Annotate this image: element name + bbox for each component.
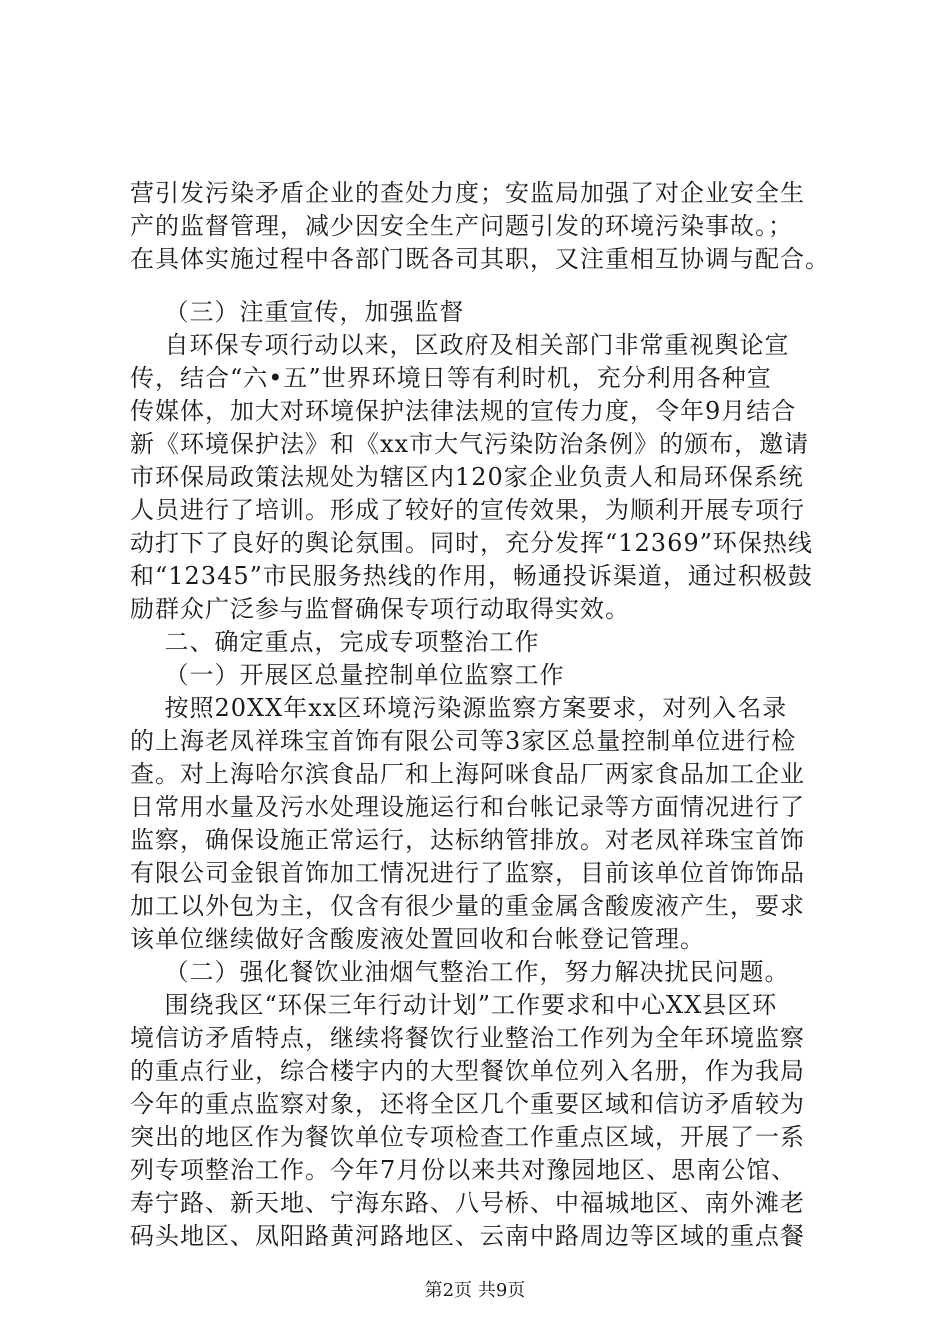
text-line: 按照20XX年xx区环境污染源监察方案要求，对列入名录 [130, 694, 788, 722]
text-line: 自环保专项行动以来，区政府及相关部门非常重视舆论宣 [130, 331, 790, 359]
text-line: 的重点行业，综合楼宇内的大型餐饮单位列入名册，作为我局 [130, 1057, 805, 1085]
text-line: 该单位继续做好含酸废液处置回收和台帐登记管理。 [130, 925, 705, 953]
text-line: 产的监督管理，减少因安全生产问题引发的环境污染事故。； [130, 212, 793, 240]
text-line: 新《环境保护法》和《xx市大气污染防治条例》的颁布，邀请 [130, 430, 810, 458]
text-line: 查。对上海哈尔滨食品厂和上海阿咪食品厂两家食品加工企业 [130, 760, 805, 788]
text-line: 动打下了良好的舆论氛围。同时，充分发挥“12369”环保热线 [130, 529, 813, 557]
text-line: 人员进行了培训。形成了较好的宣传效果，为顺利开展专项行 [130, 496, 805, 524]
text-line: 励群众广泛参与监督确保专项行动取得实效。 [130, 595, 630, 623]
text-line: 境信访矛盾特点，继续将餐饮行业整治工作列为全年环境监察 [130, 1024, 805, 1052]
section-heading: （一）开展区总量控制单位监察工作 [130, 661, 565, 689]
text-line: 和“12345”市民服务热线的作用，畅通投诉渠道，通过积极鼓 [130, 562, 813, 590]
text-line: 码头地区、凤阳路黄河路地区、云南中路周边等区域的重点餐 [130, 1222, 805, 1250]
section-heading: （三）注重宣传，加强监督 [130, 298, 465, 326]
section-heading: 二、确定重点，完成专项整治工作 [130, 628, 540, 656]
text-line: 列专项整治工作。今年7月份以来共对豫园地区、思南公馆、 [130, 1156, 797, 1184]
text-line: 加工以外包为主，仅含有很少量的重金属含酸废液产生，要求 [130, 892, 805, 920]
section-heading: （二）强化餐饮业油烟气整治工作，努力解决扰民问题。 [130, 958, 790, 986]
text-line: 有限公司金银首饰加工情况进行了监察，目前该单位首饰饰品 [130, 859, 805, 887]
text-line: 的上海老凤祥珠宝首饰有限公司等3家区总量控制单位进行检 [130, 727, 797, 755]
text-line: 在具体实施过程中各部门既各司其职，又注重相互协调与配合。 [130, 245, 830, 273]
text-line: 市环保局政策法规处为辖区内120家企业负责人和局环保系统 [130, 463, 804, 491]
text-line: 营引发污染矛盾企业的查处力度；安监局加强了对企业安全生 [130, 179, 805, 207]
text-line: 寿宁路、新天地、宁海东路、八号桥、中福城地区、南外滩老 [130, 1189, 805, 1217]
page-number-footer: 第2页 共9页 [424, 1280, 526, 1301]
text-line: 突出的地区作为餐饮单位专项检查工作重点区域，开展了一系 [130, 1123, 805, 1151]
text-line: 围绕我区“环保三年行动计划”工作要求和中心XX县区环 [130, 991, 778, 1019]
text-line: 监察，确保设施正常运行，达标纳管排放。对老凤祥珠宝首饰 [130, 826, 805, 854]
text-line: 传，结合“六•五”世界环境日等有利时机，充分利用各种宣 [130, 364, 772, 392]
text-line: 日常用水量及污水处理设施运行和台帐记录等方面情况进行了 [130, 793, 805, 821]
text-line: 今年的重点监察对象，还将全区几个重要区域和信访矛盾较为 [130, 1090, 805, 1118]
text-line: 传媒体，加大对环境保护法律法规的宣传力度，令年9月结合 [130, 397, 797, 425]
